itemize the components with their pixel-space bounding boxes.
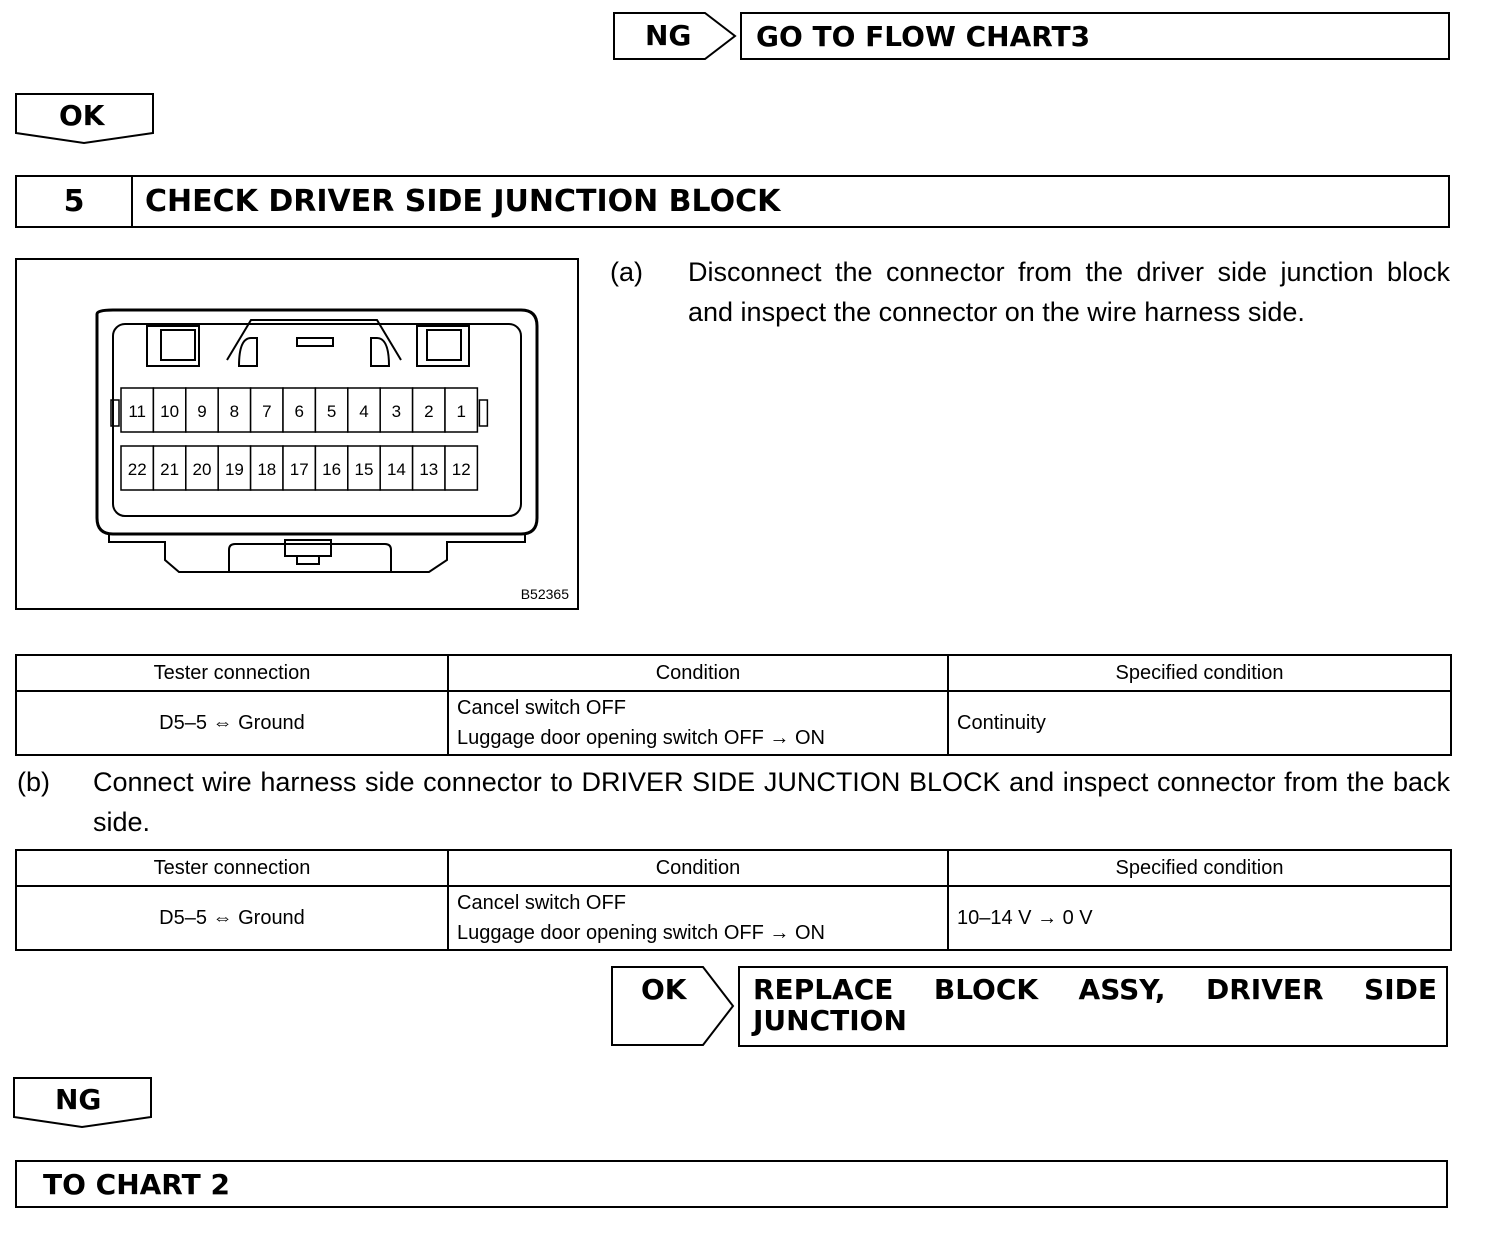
spec-table-a: [15, 654, 1452, 756]
step-header: [15, 175, 1450, 228]
pin-number: 21: [160, 460, 180, 479]
pin-number: 15: [354, 460, 374, 479]
table-a-condition: [448, 691, 948, 755]
ng-bottom-tag-label: NG: [55, 1083, 102, 1116]
step-number: 5: [17, 177, 133, 226]
pin-number: 16: [322, 460, 342, 479]
pin-grid: [111, 388, 487, 490]
table-a-header-tester: Tester connection: [16, 655, 448, 691]
pin-number: 13: [419, 460, 439, 479]
table-b-header-tester: Tester connection: [16, 850, 448, 886]
instruction-a: [610, 252, 1450, 332]
figure-id: B52365: [520, 586, 569, 602]
pin-number: 3: [391, 402, 402, 421]
table-b-condition: [448, 886, 948, 950]
table-b-row: [16, 886, 1451, 950]
pin-number: 5: [326, 402, 337, 421]
pin-number: 11: [128, 402, 147, 421]
instruction-b: [17, 762, 1450, 842]
terminal-guard: [479, 400, 487, 426]
instruction-a-label: (a): [610, 257, 643, 287]
table-a-specified: Continuity: [948, 691, 1451, 755]
connector-figure: [15, 258, 579, 610]
spec-table-b: [15, 849, 1452, 951]
ok-tag-result: [611, 966, 735, 1047]
ok-tag-top: [15, 93, 155, 145]
ng-tag-label: NG: [645, 19, 692, 52]
table-a-tester: D5–5 ⇔ Ground: [16, 691, 448, 755]
ok-result-tag-label: OK: [641, 973, 687, 1006]
table-b-specified: 10–14 V → 0 V: [948, 886, 1451, 950]
ng-tag-bottom: [13, 1077, 153, 1129]
instruction-a-text: Disconnect the connector from the driver side junction block and inspect the connector on the wire harness side.: [688, 257, 1450, 327]
table-a-row: [16, 691, 1451, 755]
table-a-condition-line2: Luggage door opening switch OFF → ON: [457, 727, 825, 749]
pin-number: 18: [257, 460, 277, 479]
table-b-header-condition: Condition: [448, 850, 948, 886]
instruction-b-text: Connect wire harness side connector to DRIVER SIDE JUNCTION BLOCK and inspect connector from the back side.: [93, 767, 1450, 837]
ok-tag-label: OK: [59, 99, 105, 132]
table-a-condition-line1: Cancel switch OFF: [457, 697, 626, 719]
pin-number: 8: [229, 402, 240, 421]
table-b-condition-line1: Cancel switch OFF: [457, 892, 626, 914]
pin-number: 20: [192, 460, 212, 479]
table-b-header-row: [16, 850, 1451, 886]
instruction-b-label: (b): [17, 767, 50, 797]
pin-number: 1: [456, 402, 466, 421]
pin-number: 22: [127, 460, 147, 479]
pin-number: 6: [294, 402, 304, 421]
replace-block-text: REPLACE BLOCK ASSY, DRIVER SIDE JUNCTION: [753, 973, 1437, 1037]
to-chart-2-text: TO CHART 2: [43, 1167, 230, 1201]
table-a-header-condition: Condition: [448, 655, 948, 691]
pin-number: 14: [386, 460, 406, 479]
table-b-header-specified: Specified condition: [948, 850, 1451, 886]
table-b-condition-line2: Luggage door opening switch OFF → ON: [457, 922, 825, 944]
pin-number: 4: [359, 402, 369, 421]
table-a-header-row: [16, 655, 1451, 691]
go-to-flow-chart3-box: [740, 12, 1450, 60]
connector-diagram: [17, 260, 577, 608]
pin-number: 12: [451, 460, 471, 479]
pin-number: 9: [197, 402, 207, 421]
to-chart-2-box: [15, 1160, 1448, 1208]
step-title: CHECK DRIVER SIDE JUNCTION BLOCK: [145, 184, 781, 219]
pin-number: 7: [262, 402, 272, 421]
pin-number: 17: [289, 460, 309, 479]
go-to-flow-chart3-text: GO TO FLOW CHART3: [756, 20, 1091, 53]
replace-block-box: [738, 966, 1448, 1047]
pin-number: 2: [424, 402, 434, 421]
table-b-tester: D5–5 ⇔ Ground: [16, 886, 448, 950]
pin-number: 10: [160, 402, 180, 421]
table-a-header-specified: Specified condition: [948, 655, 1451, 691]
pin-number: 19: [224, 460, 244, 479]
ng-tag-top: [613, 12, 737, 60]
